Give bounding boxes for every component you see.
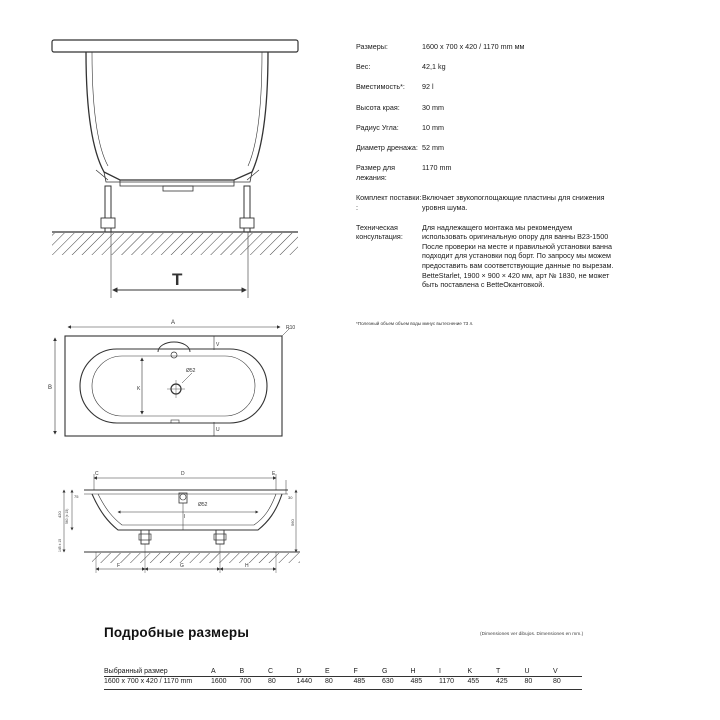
side-e-label: E [272,471,276,477]
side-30-label: 30 [288,495,293,500]
spec-value: 10 mm [422,122,444,132]
spec-label: Техническая консультация: [356,222,403,242]
spec-corner-radius [356,123,616,133]
spec-dimensions [356,42,616,52]
column-header: T [496,664,525,677]
table-row[interactable] [104,677,582,690]
spec-drain-diameter [356,143,616,153]
spec-value: Включает звукопоглощающие пластины для снижения уровня шума. [422,192,605,212]
spec-value: 42,1 kg [422,62,446,72]
spec-delivery-set [356,193,616,212]
side-i-label: I [184,514,186,520]
spec-value: 1170 mm [422,163,452,173]
side-view-drawing [64,474,300,573]
side-drain-label: Ø52 [198,502,208,508]
spec-label: Размер для лежания: [356,163,395,182]
spec-label: Вместимость*: [356,82,405,92]
side-75-label: 75 [74,494,79,499]
top-b-label: B [48,385,53,391]
column-header: B [240,664,269,677]
spec-value: 52 mm [422,142,444,152]
spec-rim-height [356,103,616,113]
column-header: G [382,664,411,677]
table-cell: 80 [325,677,354,690]
table-cell: 425 [496,677,525,690]
spec-weight [356,62,616,72]
side-range-label: 560 (± 15) [65,508,69,524]
table-cell: 1600 [211,677,240,690]
table-header-row [104,664,582,677]
spec-label: Размеры: [356,42,388,51]
table-cell: 80 [268,677,297,690]
spec-value: 92 l [422,82,434,92]
table-cell: 1600 x 700 x 420 / 1170 mm [104,677,211,690]
side-420-label: 420 [57,511,62,518]
table-cell: 1170 [439,677,468,690]
side-g-label: G [180,563,184,569]
column-header: U [525,664,554,677]
dimensions-table [104,664,582,690]
table-cell: 485 [411,677,440,690]
side-d-label: D [181,471,185,477]
spec-label: Комплект поставки: : [356,192,422,212]
column-header: I [439,664,468,677]
table-cell: 80 [525,677,554,690]
top-drain-label: Ø52 [186,368,196,374]
capacity-footnote: *Полезный объем объем воды минус вытеснение 73 л. [356,321,474,326]
table-cell: 630 [382,677,411,690]
spec-label: Высота края: [356,102,400,112]
table-cell: 455 [468,677,497,690]
spec-label: Радиус Угла: [356,122,399,132]
column-header: H [411,664,440,677]
front-view-drawing [52,40,298,298]
top-k-label: K [137,386,141,392]
table-cell: 1440 [297,677,326,690]
column-header: F [354,664,383,677]
side-f-label: F [117,563,121,569]
spec-technical-advice [356,223,616,290]
side-560-label: 560 [290,519,295,526]
front-t-label: T [172,270,183,289]
spec-value: 30 mm [422,102,444,112]
spec-capacity [356,82,616,92]
column-header: E [325,664,354,677]
top-u-label: U [216,427,220,433]
column-header: K [468,664,497,677]
side-low-label: 145 ± 15 [58,538,62,552]
spec-value: Для надлежащего монтажа мы рекомендуем использовать оригинальную опору для ванны B23-1500 После проверки на месте и правильной установки ванна подходит для установки под борт. По запросу мы можем предоставить вам соответствующие данные по вырезам. BetteStarlet, 1900 × 900 × 420 мм, арт № 1830, не может быть поставлена с BetteОкантовкой. [422,222,614,290]
specifications-list [356,42,616,300]
top-r-label: R10 [286,325,296,331]
column-header: A [211,664,240,677]
table-cell: 700 [240,677,269,690]
top-view-drawing [55,327,290,436]
column-header: D [297,664,326,677]
column-header: Выбранный размер [104,664,211,677]
side-c-label: C [95,471,99,477]
dimensions-note: (Dimensiones ver dibujos. Dimensiones en mm.) [480,632,584,637]
column-header: V [553,664,582,677]
spec-value: 1600 x 700 x 420 / 1170 mm мм [422,42,525,51]
spec-label: Вес: [356,62,371,72]
spec-lying-size [356,163,616,182]
column-header: C [268,664,297,677]
side-h-label: H [245,563,249,569]
table-cell: 80 [553,677,582,690]
spec-label: Диаметр дренажа: [356,142,418,152]
top-v-label: V [216,342,220,348]
table-cell: 485 [354,677,383,690]
top-a-label: A [171,320,176,326]
detailed-dimensions-title: Подробные размеры [104,625,250,640]
